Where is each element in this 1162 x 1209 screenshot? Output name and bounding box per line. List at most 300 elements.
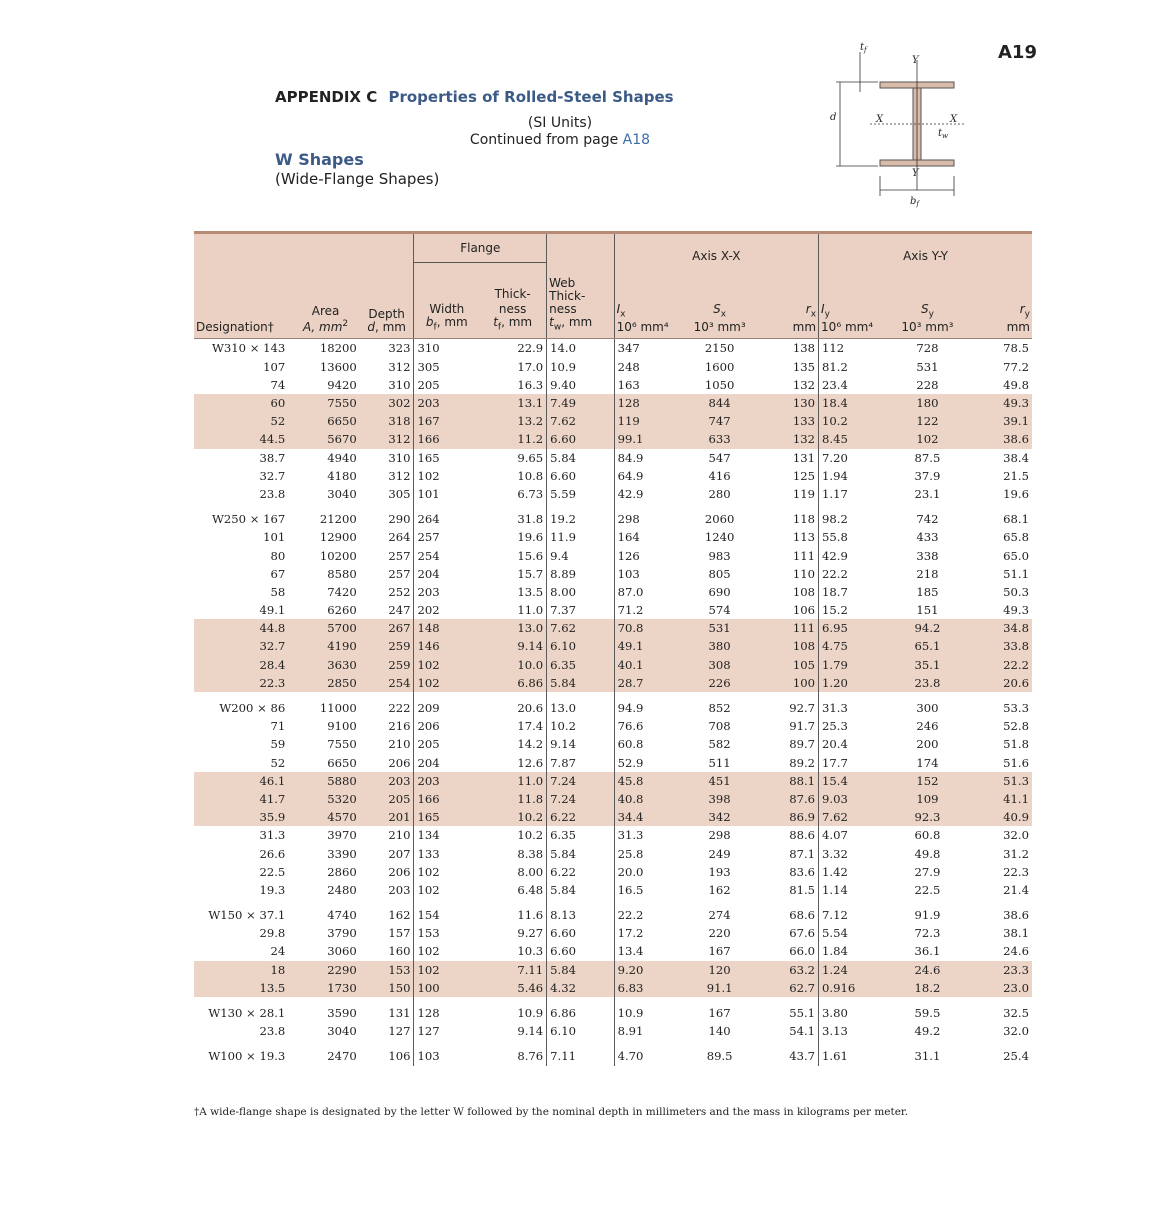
table-row bbox=[194, 412, 1032, 430]
cell-depth: 267 bbox=[360, 619, 414, 637]
depth-header: Depth d, mm bbox=[360, 303, 414, 339]
cell-ix: 94.9 bbox=[614, 692, 677, 717]
cell-depth: 131 bbox=[388, 1006, 411, 1021]
cell-tw: 6.10 bbox=[547, 1022, 614, 1040]
cell-sy: 27.9 bbox=[914, 864, 941, 879]
cell-iy: 1.17 bbox=[819, 485, 885, 503]
cell-iy: 42.9 bbox=[819, 546, 885, 564]
table-header bbox=[194, 233, 1032, 339]
cell-d: W250 × 167 bbox=[212, 512, 286, 527]
cell-sy: 22.5 bbox=[914, 882, 941, 897]
table-row bbox=[194, 826, 1032, 844]
cell-tw: 6.60 bbox=[547, 430, 614, 448]
cell-ry: 52.8 bbox=[1003, 719, 1029, 734]
cell-tw: 6.22 bbox=[547, 863, 614, 881]
cell-tw: 5.84 bbox=[547, 881, 614, 899]
cell-ry: 40.9 bbox=[970, 808, 1032, 826]
cell-tw: 7.37 bbox=[547, 601, 614, 619]
cell-ix: 40.1 bbox=[614, 656, 677, 674]
cell-sx: 574 bbox=[708, 603, 731, 618]
cell-ry: 49.3 bbox=[1003, 603, 1029, 618]
cell-d: W310 × 143 bbox=[212, 341, 286, 356]
cell-sy: 35.1 bbox=[885, 656, 970, 674]
cell-bf: 146 bbox=[414, 637, 479, 655]
cell-tf: 6.73 bbox=[517, 486, 544, 501]
cell-sx: 249 bbox=[708, 846, 731, 861]
cell-ry: 65.0 bbox=[1003, 548, 1029, 563]
cell-rx: 106 bbox=[792, 603, 816, 618]
cell-depth: 160 bbox=[388, 944, 411, 959]
table-row bbox=[194, 754, 1032, 772]
cell-tw: 5.84 bbox=[547, 674, 614, 692]
cell-ry: 25.4 bbox=[1003, 1049, 1029, 1064]
cell-tf: 11.6 bbox=[517, 908, 544, 923]
cell-ix: 17.2 bbox=[614, 924, 677, 942]
cell-depth: 302 bbox=[360, 394, 414, 412]
cell-sx: 380 bbox=[677, 637, 762, 655]
cell-bf: 203 bbox=[414, 394, 479, 412]
cell-a: 10200 bbox=[319, 548, 357, 563]
cell-iy: 55.8 bbox=[819, 528, 885, 546]
cell-d: 107 bbox=[263, 359, 286, 374]
cell-d: W150 × 37.1 bbox=[208, 908, 286, 923]
cell-a: 2480 bbox=[327, 882, 357, 897]
cell-a: 4740 bbox=[327, 908, 357, 923]
cell-a: 8580 bbox=[327, 566, 357, 581]
cell-sx: 167 bbox=[708, 1006, 731, 1021]
cell-tf: 8.38 bbox=[517, 846, 544, 861]
cell-tw: 7.24 bbox=[547, 790, 614, 808]
cell-depth: 252 bbox=[388, 584, 411, 599]
cell-a: 21200 bbox=[319, 512, 357, 527]
cell-iy: 15.4 bbox=[819, 772, 885, 790]
cell-sy: 23.1 bbox=[914, 486, 941, 501]
cell-d: 60 bbox=[194, 394, 291, 412]
cell-bf: 100 bbox=[414, 979, 479, 997]
cell-depth: 205 bbox=[360, 790, 414, 808]
cell-tf: 6.86 bbox=[479, 674, 546, 692]
cell-a: 12900 bbox=[319, 530, 357, 545]
cell-depth: 323 bbox=[388, 341, 411, 356]
cell-sx: 983 bbox=[708, 548, 731, 563]
cell-tf: 13.1 bbox=[479, 394, 546, 412]
cell-d: 22.5 bbox=[259, 864, 286, 879]
cell-a: 18200 bbox=[319, 341, 357, 356]
cell-tw: 19.2 bbox=[547, 503, 614, 528]
cell-tf: 11.0 bbox=[517, 603, 544, 618]
cell-rx: 89.2 bbox=[789, 755, 816, 770]
cell-tw: 7.24 bbox=[547, 772, 614, 790]
cell-rx: 86.9 bbox=[762, 808, 818, 826]
cell-a: 3970 bbox=[327, 828, 357, 843]
cell-ry: 39.1 bbox=[970, 412, 1032, 430]
cell-iy: 9.03 bbox=[819, 790, 885, 808]
table-row bbox=[194, 899, 1032, 924]
cell-tf: 10.8 bbox=[517, 468, 544, 483]
cell-a: 2290 bbox=[291, 961, 360, 979]
cell-depth: 305 bbox=[388, 486, 411, 501]
cell-ry: 49.8 bbox=[1003, 377, 1029, 392]
table-row bbox=[194, 735, 1032, 753]
cell-a: 5670 bbox=[291, 430, 360, 448]
designation-header: Designation† bbox=[194, 303, 291, 339]
cell-d: 52 bbox=[194, 412, 291, 430]
cell-ry: 21.4 bbox=[1003, 882, 1029, 897]
cell-d: 32.7 bbox=[259, 468, 286, 483]
cell-bf: 127 bbox=[414, 1022, 479, 1040]
cell-sx: 140 bbox=[708, 1024, 731, 1039]
cell-tf: 12.6 bbox=[517, 755, 544, 770]
w-shape-section-diagram bbox=[830, 40, 980, 210]
cell-sx: 280 bbox=[708, 486, 731, 501]
cell-rx: 87.1 bbox=[789, 846, 816, 861]
cell-depth: 203 bbox=[360, 772, 414, 790]
cell-tf: 10.3 bbox=[517, 944, 544, 959]
cell-sx: 91.1 bbox=[677, 979, 762, 997]
cell-sy: 94.2 bbox=[885, 619, 970, 637]
cell-depth: 259 bbox=[360, 656, 414, 674]
cell-sx: 416 bbox=[708, 468, 731, 483]
table-row bbox=[194, 979, 1032, 997]
cell-iy: 6.95 bbox=[819, 619, 885, 637]
cell-tf: 8.76 bbox=[517, 1049, 544, 1064]
table-row bbox=[194, 863, 1032, 881]
cell-sy: 122 bbox=[885, 412, 970, 430]
cell-sx: 398 bbox=[677, 790, 762, 808]
cell-d: 41.7 bbox=[194, 790, 291, 808]
cell-rx: 92.7 bbox=[789, 701, 816, 716]
cell-iy: 1.24 bbox=[819, 961, 885, 979]
cell-a: 5320 bbox=[291, 790, 360, 808]
cell-bf: 166 bbox=[414, 790, 479, 808]
ry-header: $r_y$ mm bbox=[970, 303, 1032, 339]
cell-bf: 202 bbox=[414, 601, 479, 619]
cell-tw: 5.84 bbox=[547, 844, 614, 862]
cell-sy: 92.3 bbox=[885, 808, 970, 826]
cell-rx: 113 bbox=[792, 530, 816, 545]
cell-tf: 20.6 bbox=[517, 701, 544, 716]
cell-ry: 41.1 bbox=[970, 790, 1032, 808]
cell-ry: 77.2 bbox=[1003, 359, 1029, 374]
tw-symbol: $t_w$ bbox=[938, 128, 949, 140]
cell-d: 38.7 bbox=[259, 450, 286, 465]
cell-sx: 747 bbox=[677, 412, 762, 430]
cell-sy: 24.6 bbox=[885, 961, 970, 979]
cell-rx: 55.1 bbox=[789, 1006, 816, 1021]
table-row bbox=[194, 430, 1032, 448]
x-axis-right-label: X bbox=[950, 114, 958, 125]
cell-sy: 174 bbox=[916, 755, 939, 770]
cell-bf: 133 bbox=[414, 844, 479, 862]
continued-prefix: Continued from page bbox=[469, 132, 619, 148]
cell-sx: 1050 bbox=[704, 377, 735, 392]
cell-tw: 5.59 bbox=[547, 485, 614, 503]
cell-bf: 134 bbox=[414, 826, 479, 844]
cell-bf: 128 bbox=[414, 997, 479, 1022]
cell-ry: 23.3 bbox=[970, 961, 1032, 979]
cell-sx: 342 bbox=[677, 808, 762, 826]
cell-iy: 20.4 bbox=[819, 735, 885, 753]
cell-sy: 218 bbox=[916, 566, 939, 581]
cell-ry: 34.8 bbox=[970, 619, 1032, 637]
cell-tf: 10.0 bbox=[479, 656, 546, 674]
cell-bf: 165 bbox=[414, 449, 479, 467]
table-row bbox=[194, 528, 1032, 546]
cell-iy: 3.80 bbox=[819, 997, 885, 1022]
cell-a: 3590 bbox=[327, 1006, 357, 1021]
cell-a: 6260 bbox=[327, 603, 357, 618]
cell-tf: 9.14 bbox=[479, 637, 546, 655]
cell-a: 3790 bbox=[327, 926, 357, 941]
cell-iy: 22.2 bbox=[819, 565, 885, 583]
cell-bf: 166 bbox=[414, 430, 479, 448]
cell-ix: 248 bbox=[614, 358, 677, 376]
cell-ry: 24.6 bbox=[1003, 944, 1029, 959]
cell-tf: 9.14 bbox=[517, 1024, 544, 1039]
rx-header: $r_x$ mm bbox=[762, 303, 818, 339]
cell-sy: 728 bbox=[916, 341, 939, 356]
cell-sx: 805 bbox=[708, 566, 731, 581]
cell-ry: 20.6 bbox=[970, 674, 1032, 692]
cell-sy: 180 bbox=[885, 394, 970, 412]
cell-tw: 6.60 bbox=[547, 467, 614, 485]
units-note: (SI Units) bbox=[527, 115, 593, 131]
cell-depth: 207 bbox=[388, 846, 411, 861]
cell-ry: 38.1 bbox=[1003, 926, 1029, 941]
cell-sx: 193 bbox=[708, 864, 731, 879]
cell-sx: 162 bbox=[708, 882, 731, 897]
cell-rx: 87.6 bbox=[762, 790, 818, 808]
cell-rx: 108 bbox=[762, 637, 818, 655]
cell-a: 11000 bbox=[319, 701, 357, 716]
cell-bf: 205 bbox=[414, 735, 479, 753]
cell-a: 4940 bbox=[327, 450, 357, 465]
table-row bbox=[194, 358, 1032, 376]
cell-sy: 31.1 bbox=[914, 1049, 941, 1064]
table-row bbox=[194, 583, 1032, 601]
cell-iy: 8.45 bbox=[819, 430, 885, 448]
cell-ix: 22.2 bbox=[614, 899, 677, 924]
cell-iy: 1.14 bbox=[819, 881, 885, 899]
table-row bbox=[194, 808, 1032, 826]
cell-tf: 10.2 bbox=[517, 828, 544, 843]
cell-rx: 43.7 bbox=[789, 1049, 816, 1064]
table-row bbox=[194, 394, 1032, 412]
cell-ix: 4.70 bbox=[614, 1040, 677, 1065]
cell-bf: 102 bbox=[414, 674, 479, 692]
cell-sy: 87.5 bbox=[914, 450, 941, 465]
cell-ix: 103 bbox=[614, 565, 677, 583]
cell-d: 59 bbox=[270, 737, 286, 752]
cell-iy: 1.20 bbox=[819, 674, 885, 692]
tf-symbol: $t_f$ bbox=[860, 42, 867, 54]
width-header: Width $b_f$, mm bbox=[414, 303, 479, 339]
cell-tf: 17.4 bbox=[517, 719, 544, 734]
cell-tf: 16.3 bbox=[517, 377, 544, 392]
table-row bbox=[194, 1022, 1032, 1040]
cell-iy: 7.20 bbox=[819, 449, 885, 467]
table-row bbox=[194, 485, 1032, 503]
cell-depth: 206 bbox=[388, 864, 411, 879]
cell-ry: 38.6 bbox=[1003, 908, 1029, 923]
cell-rx: 132 bbox=[762, 430, 818, 448]
cell-tw: 9.4 bbox=[547, 546, 614, 564]
appendix-label: APPENDIX C bbox=[275, 88, 378, 106]
cell-ry: 33.8 bbox=[970, 637, 1032, 655]
cell-sx: 690 bbox=[708, 584, 731, 599]
cell-ry: 32.0 bbox=[1003, 1024, 1029, 1039]
table-row bbox=[194, 449, 1032, 467]
cell-tw: 7.87 bbox=[547, 754, 614, 772]
cell-depth: 157 bbox=[388, 926, 411, 941]
cell-sy: 37.9 bbox=[914, 468, 941, 483]
cell-bf: 209 bbox=[414, 692, 479, 717]
table-row bbox=[194, 601, 1032, 619]
cell-sy: 91.9 bbox=[914, 908, 941, 923]
flange-thickness-header: ness $t_f$, mm bbox=[479, 303, 546, 339]
cell-ry: 78.5 bbox=[1003, 341, 1029, 356]
cell-ry: 32.0 bbox=[1003, 828, 1029, 843]
cell-ry: 38.4 bbox=[1003, 450, 1029, 465]
cell-iy: 1.42 bbox=[819, 863, 885, 881]
cell-rx: 118 bbox=[792, 512, 816, 527]
cell-sx: 1600 bbox=[704, 359, 735, 374]
cell-sx: 852 bbox=[708, 701, 731, 716]
table-row bbox=[194, 674, 1032, 692]
cell-ix: 25.8 bbox=[614, 844, 677, 862]
cell-sx: 633 bbox=[677, 430, 762, 448]
ix-header: $I_x$ 10⁶ mm⁴ bbox=[614, 303, 677, 339]
cell-ix: 126 bbox=[614, 546, 677, 564]
cell-rx: 133 bbox=[762, 412, 818, 430]
cell-tf: 19.6 bbox=[517, 530, 544, 545]
cell-tw: 13.0 bbox=[547, 692, 614, 717]
cell-ix: 13.4 bbox=[614, 942, 677, 960]
cell-d: 13.5 bbox=[194, 979, 291, 997]
cell-ix: 87.0 bbox=[614, 583, 677, 601]
cell-rx: 88.1 bbox=[762, 772, 818, 790]
cell-tf: 15.7 bbox=[517, 566, 544, 581]
cell-rx: 135 bbox=[792, 359, 816, 374]
cell-ix: 16.5 bbox=[614, 881, 677, 899]
cell-bf: 103 bbox=[414, 1040, 479, 1065]
cell-tw: 6.86 bbox=[547, 997, 614, 1022]
cell-tw: 8.89 bbox=[547, 565, 614, 583]
cell-sy: 109 bbox=[885, 790, 970, 808]
cell-depth: 210 bbox=[388, 828, 411, 843]
cell-ry: 23.0 bbox=[970, 979, 1032, 997]
cell-depth: 106 bbox=[388, 1049, 411, 1064]
cell-iy: 15.2 bbox=[819, 601, 885, 619]
cell-ry: 38.6 bbox=[970, 430, 1032, 448]
cell-sy: 300 bbox=[916, 701, 939, 716]
cell-d: 101 bbox=[263, 530, 286, 545]
cell-sx: 451 bbox=[677, 772, 762, 790]
cell-depth: 257 bbox=[388, 548, 411, 563]
cell-bf: 254 bbox=[414, 546, 479, 564]
cell-rx: 105 bbox=[762, 656, 818, 674]
cell-ix: 71.2 bbox=[614, 601, 677, 619]
cell-sy: 23.8 bbox=[885, 674, 970, 692]
cell-bf: 102 bbox=[414, 467, 479, 485]
cell-ix: 40.8 bbox=[614, 790, 677, 808]
cell-sy: 49.2 bbox=[914, 1024, 941, 1039]
cell-d: W200 × 86 bbox=[219, 701, 286, 716]
cell-bf: 203 bbox=[414, 583, 479, 601]
cell-tw: 6.35 bbox=[547, 656, 614, 674]
cell-d: 44.8 bbox=[194, 619, 291, 637]
cell-ix: 49.1 bbox=[614, 637, 677, 655]
cell-ix: 163 bbox=[614, 376, 677, 394]
cell-depth: 312 bbox=[360, 430, 414, 448]
cell-a: 3390 bbox=[327, 846, 357, 861]
cell-tf: 11.2 bbox=[479, 430, 546, 448]
cell-bf: 102 bbox=[414, 656, 479, 674]
cell-rx: 91.7 bbox=[789, 719, 816, 734]
cell-bf: 165 bbox=[414, 808, 479, 826]
cell-sy: 531 bbox=[916, 359, 939, 374]
cell-ix: 347 bbox=[614, 339, 677, 358]
cell-depth: 150 bbox=[360, 979, 414, 997]
cell-a: 3630 bbox=[291, 656, 360, 674]
cell-ix: 76.6 bbox=[614, 717, 677, 735]
cell-a: 2860 bbox=[327, 864, 357, 879]
cell-a: 6650 bbox=[291, 412, 360, 430]
cell-tf: 5.46 bbox=[479, 979, 546, 997]
cell-tf: 31.8 bbox=[517, 512, 544, 527]
cell-depth: 203 bbox=[388, 882, 411, 897]
table-row bbox=[194, 692, 1032, 717]
table-row bbox=[194, 467, 1032, 485]
cell-ry: 19.6 bbox=[1003, 486, 1029, 501]
cell-sx: 274 bbox=[708, 908, 731, 923]
continued-page-link[interactable]: A18 bbox=[622, 132, 651, 148]
cell-ry: 32.5 bbox=[1003, 1006, 1029, 1021]
cell-tw: 14.0 bbox=[547, 339, 614, 358]
cell-sy: 246 bbox=[916, 719, 939, 734]
cell-rx: 81.5 bbox=[789, 882, 816, 897]
cell-ix: 45.8 bbox=[614, 772, 677, 790]
cell-iy: 112 bbox=[819, 339, 885, 358]
cell-tf: 22.9 bbox=[517, 341, 544, 356]
cell-ix: 42.9 bbox=[614, 485, 677, 503]
cell-tf: 9.65 bbox=[517, 450, 544, 465]
cell-d: 80 bbox=[270, 548, 286, 563]
cell-bf: 148 bbox=[414, 619, 479, 637]
cell-ry: 65.8 bbox=[1003, 530, 1029, 545]
cell-tw: 10.9 bbox=[547, 358, 614, 376]
cell-bf: 102 bbox=[414, 942, 479, 960]
y-axis-bottom-label: Y bbox=[912, 168, 919, 179]
cell-tw: 5.84 bbox=[547, 449, 614, 467]
cell-tw: 8.13 bbox=[547, 899, 614, 924]
cell-ix: 52.9 bbox=[614, 754, 677, 772]
cell-a: 5700 bbox=[291, 619, 360, 637]
iy-header: $I_y$ 10⁶ mm⁴ bbox=[819, 303, 885, 339]
cell-rx: 100 bbox=[762, 674, 818, 692]
cell-sy: 228 bbox=[916, 377, 939, 392]
cell-depth: 312 bbox=[388, 359, 411, 374]
cell-a: 1730 bbox=[291, 979, 360, 997]
cell-depth: 254 bbox=[360, 674, 414, 692]
cell-depth: 206 bbox=[388, 755, 411, 770]
cell-rx: 89.7 bbox=[789, 737, 816, 752]
cell-iy: 4.07 bbox=[819, 826, 885, 844]
cell-ry: 51.8 bbox=[1003, 737, 1029, 752]
cell-ix: 8.91 bbox=[614, 1022, 677, 1040]
table-row bbox=[194, 637, 1032, 655]
cell-d: 26.6 bbox=[259, 846, 286, 861]
